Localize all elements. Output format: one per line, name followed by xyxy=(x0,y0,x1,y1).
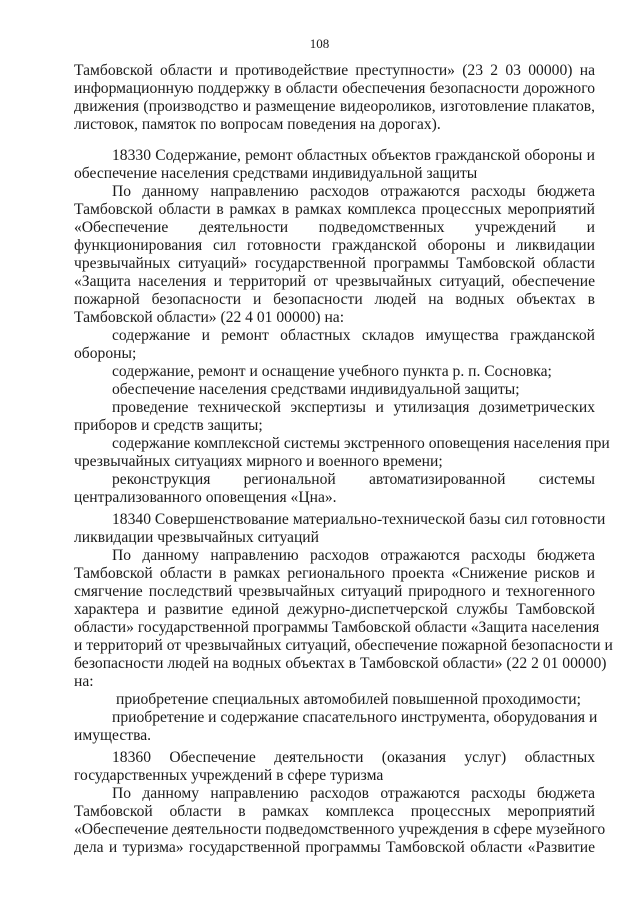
text-line: имущества. xyxy=(74,727,152,744)
text-line: приобретение специальных автомобилей повышенной проходимости; xyxy=(116,691,581,708)
text-line: Тамбовской области в рамках комплекса процессных мероприятий xyxy=(74,803,595,820)
text-line: ликвидации чрезвычайных ситуаций xyxy=(74,529,319,546)
text-line: «Защита населения и территорий от чрезвычайных ситуаций, обеспечение xyxy=(74,273,595,290)
text-line: смягчение последствий чрезвычайных ситуаций природного и техногенного xyxy=(74,583,595,600)
text-line: Тамбовской области в рамках регионального проекта «Снижение рисков и xyxy=(74,565,595,582)
text-line: «Обеспечение деятельности подведомственного учреждения в сфере музейного xyxy=(74,821,606,838)
text-line: движения (производство и размещение видеороликов, изготовление плакатов, xyxy=(74,98,595,115)
text-line: содержание и ремонт областных складов имущества гражданской xyxy=(112,327,595,344)
text-line: «Обеспечение деятельности подведомственных учреждений и xyxy=(74,219,595,236)
text-line: характера и развитие единой дежурно-диспетчерской службы Тамбовской xyxy=(74,601,595,618)
text-line: информационную поддержку в области обеспечения безопасности дорожного xyxy=(74,80,595,97)
text-line: чрезвычайных ситуациях мирного и военного времени; xyxy=(74,453,443,470)
text-line: и территорий от чрезвычайных ситуаций, обеспечение пожарной безопасности и xyxy=(74,637,613,654)
text-line: Тамбовской области и противодействие преступности» (23 2 03 00000) на xyxy=(74,62,595,79)
text-line: листовок, памяток по вопросам поведения на дорогах). xyxy=(74,116,441,133)
text-line: реконструкция региональной автоматизированной системы xyxy=(112,471,595,488)
text-line: обеспечение населения средствами индивидуальной защиты; xyxy=(112,381,520,398)
text-line: приборов и средств защиты; xyxy=(74,417,263,434)
text-line: дела и туризма» государственной программы Тамбовской области «Развитие xyxy=(74,839,595,856)
page-number: 108 xyxy=(309,36,330,51)
text-line: содержание, ремонт и оснащение учебного пункта р. п. Сосновка; xyxy=(112,363,552,380)
text-line: функционирования сил готовности гражданской обороны и ликвидации xyxy=(74,237,595,254)
text-line: По данному направлению расходов отражаются расходы бюджета xyxy=(112,547,595,564)
text-line: проведение технической экспертизы и утилизация дозиметрических xyxy=(112,399,595,416)
text-line: содержание комплексной системы экстренного оповещения населения при xyxy=(112,435,610,452)
text-line: По данному направлению расходов отражаются расходы бюджета xyxy=(112,785,595,802)
text-line: 18340 Совершенствование материально-технической базы сил готовности xyxy=(112,511,606,528)
text-line: пожарной безопасности и безопасности людей на водных объектах в xyxy=(74,291,595,308)
text-line: на: xyxy=(74,673,94,690)
text-line: приобретение и содержание спасательного инструмента, оборудования и xyxy=(112,709,598,726)
text-line: обороны; xyxy=(74,345,137,362)
text-line: Тамбовской области» (22 4 01 00000) на: xyxy=(74,309,345,326)
text-line: обеспечение населения средствами индивидуальной защиты xyxy=(74,165,478,182)
text-line: области» государственной программы Тамбовской области «Защита населения xyxy=(74,619,600,636)
text-line: Тамбовской области в рамках в рамках комплекса процессных мероприятий xyxy=(74,201,595,218)
text-line: централизованного оповещения «Цна». xyxy=(74,489,337,506)
text-line: государственных учреждений в сфере туризма xyxy=(74,767,384,784)
text-line: безопасности людей на водных объектах в Тамбовской области» (22 2 01 00000) xyxy=(74,655,607,672)
text-line: чрезвычайных ситуаций» государственной программы Тамбовской области xyxy=(74,255,595,272)
text-line: 18330 Содержание, ремонт областных объектов гражданской обороны и xyxy=(112,147,595,164)
text-line: 18360 Обеспечение деятельности (оказания услуг) областных xyxy=(112,749,595,766)
text-line: По данному направлению расходов отражаются расходы бюджета xyxy=(112,183,595,200)
